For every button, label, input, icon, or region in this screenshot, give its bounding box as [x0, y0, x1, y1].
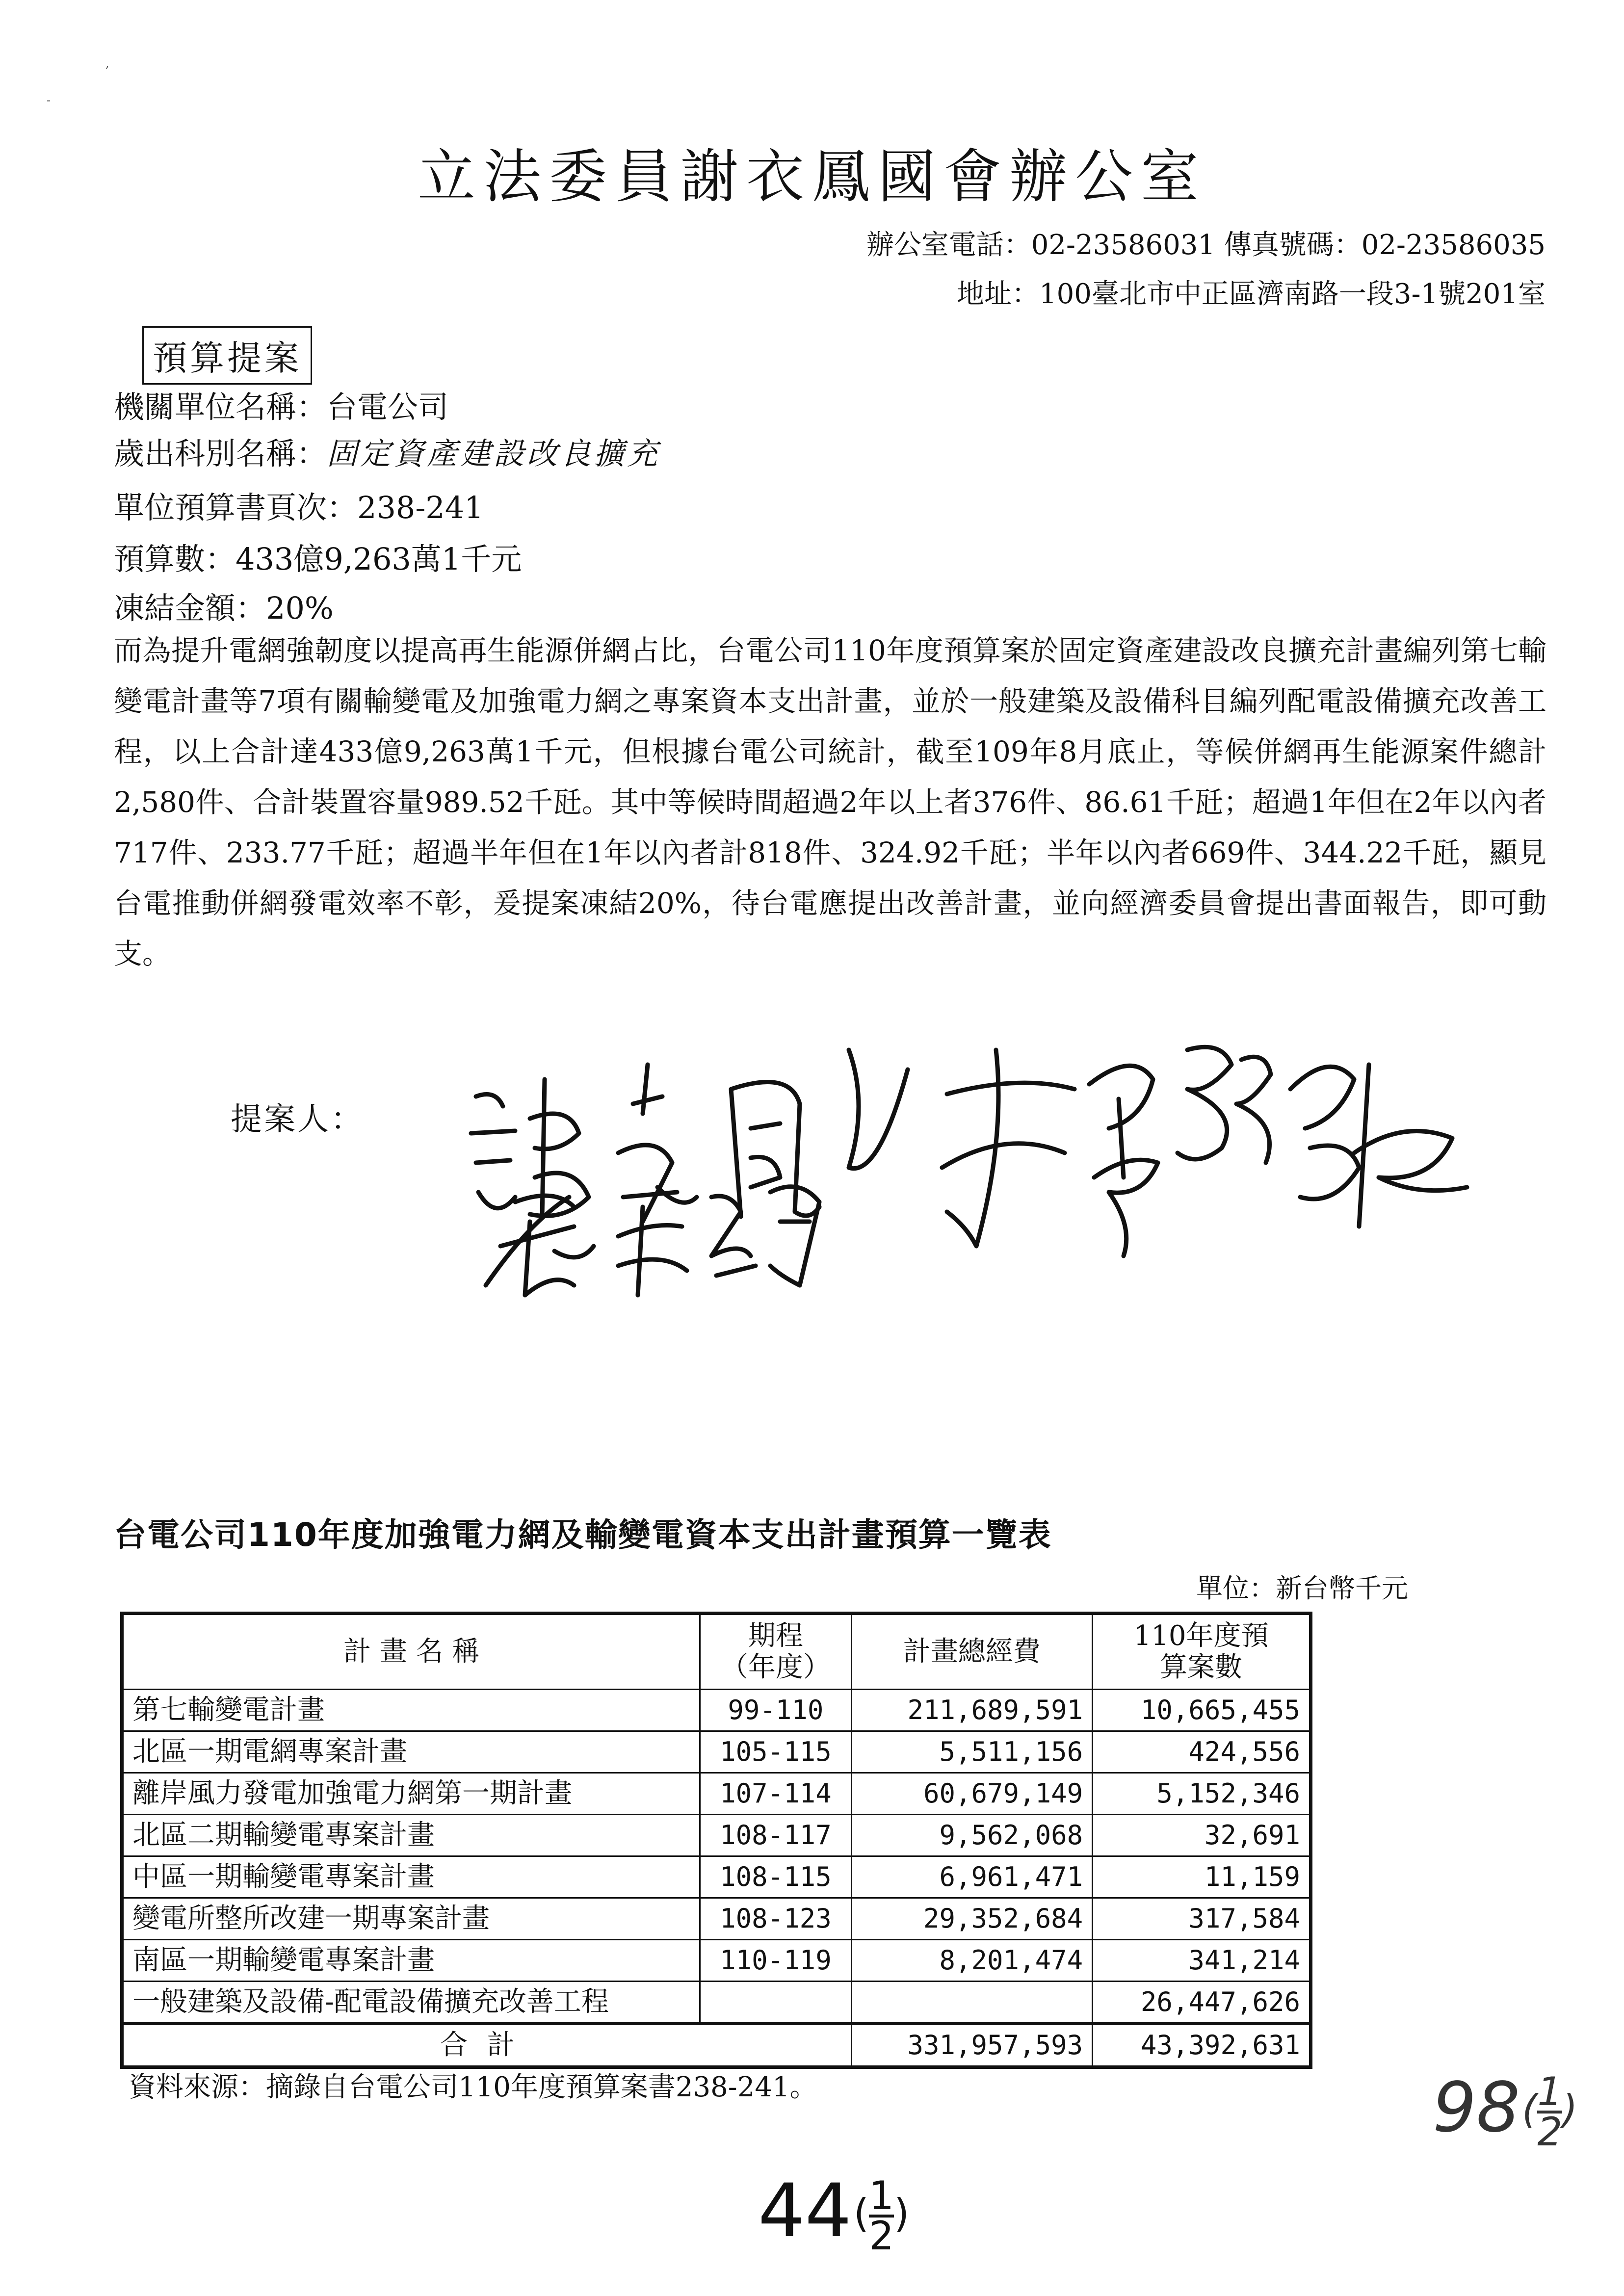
header-period [700, 1614, 851, 1690]
secondary-fraction-numerator: 1 [1537, 2069, 1563, 2115]
total-cost-cell [851, 1982, 1093, 2024]
secondary-fraction-denominator: 2 [1537, 2109, 1563, 2155]
total-cost-cell: 29,352,684 [851, 1898, 1093, 1940]
freeze-amount-field [114, 584, 334, 627]
period-cell: 107-114 [700, 1773, 851, 1815]
budget-amount-value: 433億9,263萬1千元 [236, 541, 522, 577]
signature-2 [942, 1047, 1467, 1256]
budget-110-cell: 317,584 [1093, 1898, 1311, 1940]
total-cost-cell: 8,201,474 [851, 1940, 1093, 1982]
total-cost-cell: 6,961,471 [851, 1856, 1093, 1898]
header-110-budget [1093, 1614, 1311, 1690]
table-row [122, 1982, 1311, 2024]
grand-total-cost-cell: 331,957,593 [851, 2024, 1093, 2067]
table-source-note: 資料來源：摘錄自台電公司110年度預算案書238-241。 [129, 2071, 817, 2103]
office-phone-line: 辦公室電話：02-23586031 傳真號碼：02-23586035 [866, 229, 1545, 261]
total-cost-cell: 5,511,156 [851, 1731, 1093, 1773]
agency-field [114, 383, 448, 426]
agency-label: 機關單位名稱： [114, 389, 327, 425]
page-number-whole: 44 [758, 2168, 852, 2254]
proposal-body-text: 而為提升電網強韌度以提高再生能源併網占比，台電公司110年度預算案於固定資產建設改良擴充計畫編列第七輸變電計畫等7項有關輸變電及加強電力網之專案資本支出計畫，並於一般建築及設備科目編列配電設備擴充改善工程，以上合計達433億9,263萬1千元，但根據台電公司統計，截至109年8月底止，等候併網再生能源案件總計2,580件、合計裝置容量989.52千瓩。其中等候時間超過2年以上者376件、86.61千瓩；超過1年但在2年以內者717件、233.77千瓩；超過半年但在1年以內者計818件、324.92千瓩；半年以內者669件、344.22千瓩，顯見台電推動併網發電效率不彰，爰提案凍結20%，待台電應提出改善計畫，並向經濟委員會提出書面報告，即可動支。 [114, 634, 1546, 970]
table-row [122, 1690, 1311, 1731]
office-title: 立法委員謝衣鳳國會辦公室 [417, 143, 1206, 210]
table-row [122, 1898, 1311, 1940]
period-cell [700, 1982, 851, 2024]
total-label-cell: 合計 [122, 2024, 852, 2067]
budget-pages-label: 單位預算書頁次： [114, 490, 358, 525]
agency-value: 台電公司 [327, 389, 449, 425]
budget-110-cell: 341,214 [1093, 1940, 1311, 1982]
table-row [122, 1773, 1311, 1815]
plan-name-cell: 變電所整所改建一期專案計畫 [122, 1898, 700, 1940]
table-total-row [122, 2024, 1311, 2067]
handwritten-page-number [758, 2168, 911, 2259]
scan-mark: - [47, 93, 51, 107]
period-cell: 108-117 [700, 1815, 851, 1856]
header-110-line2: 算案數 [1160, 1651, 1243, 1683]
plan-name-cell: 一般建築及設備-配電設備擴充改善工程 [122, 1982, 700, 2024]
proposal-type-label: 預算提案 [142, 326, 312, 385]
budget-110-cell: 10,665,455 [1093, 1690, 1311, 1731]
budget-amount-label: 預算數： [114, 541, 236, 577]
budget-110-cell: 32,691 [1093, 1815, 1311, 1856]
table-row [122, 1940, 1311, 1982]
signatures [456, 991, 1487, 1305]
page-number-fraction: (1 2) [853, 2172, 910, 2259]
period-cell: 105-115 [700, 1731, 851, 1773]
subject-label: 歲出科別名稱： [114, 436, 327, 471]
freeze-amount-label: 凍結金額： [114, 590, 266, 626]
plan-name-cell: 中區一期輸變電專案計畫 [122, 1856, 700, 1898]
period-cell: 108-123 [700, 1898, 851, 1940]
proposer-label: 提案人： [231, 1101, 364, 1138]
table-header-row [122, 1614, 1311, 1690]
table-title: 台電公司110年度加強電力網及輸變電資本支出計畫預算一覽表 [114, 1516, 1052, 1554]
period-cell: 110-119 [700, 1940, 851, 1982]
subject-field [114, 429, 660, 473]
header-total-cost: 計畫總經費 [851, 1614, 1093, 1690]
period-cell: 99-110 [700, 1690, 851, 1731]
budget-110-cell: 26,447,626 [1093, 1982, 1311, 2024]
total-cost-cell: 211,689,591 [851, 1690, 1093, 1731]
table-unit-label: 單位：新台幣千元 [1196, 1573, 1408, 1604]
plan-name-cell: 北區一期電網專案計畫 [122, 1731, 700, 1773]
freeze-amount-value: 20% [266, 590, 334, 626]
budget-110-cell: 11,159 [1093, 1856, 1311, 1898]
budget-amount-field [114, 535, 522, 578]
header-period-line1: 期程 [748, 1619, 803, 1652]
plan-name-cell: 南區一期輸變電專案計畫 [122, 1940, 700, 1982]
header-plan-name: 計 畫 名 稱 [122, 1614, 700, 1690]
scan-mark: , [105, 56, 109, 70]
subject-value-handwritten: 固定資產建設改良擴充 [327, 436, 661, 471]
header-period-line2: （年度） [720, 1651, 831, 1683]
table-row [122, 1731, 1311, 1773]
page-fraction-numerator: 1 [869, 2172, 894, 2218]
plan-name-cell: 北區二期輸變電專案計畫 [122, 1815, 700, 1856]
plan-name-cell: 離岸風力發電加強電力網第一期計畫 [122, 1773, 700, 1815]
office-address-line: 地址：100臺北市中正區濟南路一段3-1號201室 [957, 278, 1545, 310]
grand-total-110-cell: 43,392,631 [1093, 2024, 1311, 2067]
budget-table [120, 1612, 1312, 2069]
total-cost-cell: 60,679,149 [851, 1773, 1093, 1815]
budget-pages-field [114, 483, 484, 527]
period-cell: 108-115 [700, 1856, 851, 1898]
budget-pages-value: 238-241 [357, 490, 484, 525]
secondary-page-fraction: (1 2) [1522, 2069, 1578, 2155]
table-row [122, 1856, 1311, 1898]
budget-110-cell: 5,152,346 [1093, 1773, 1311, 1815]
plan-name-cell: 第七輸變電計畫 [122, 1690, 700, 1731]
handwritten-secondary-page-number [1433, 2068, 1580, 2155]
budget-110-cell: 424,556 [1093, 1731, 1311, 1773]
table-row [122, 1815, 1311, 1856]
total-cost-cell: 9,562,068 [851, 1815, 1093, 1856]
secondary-page-number-whole: 98 [1433, 2068, 1520, 2148]
page-fraction-denominator: 2 [869, 2213, 894, 2259]
header-110-line1: 110年度預 [1133, 1619, 1269, 1652]
